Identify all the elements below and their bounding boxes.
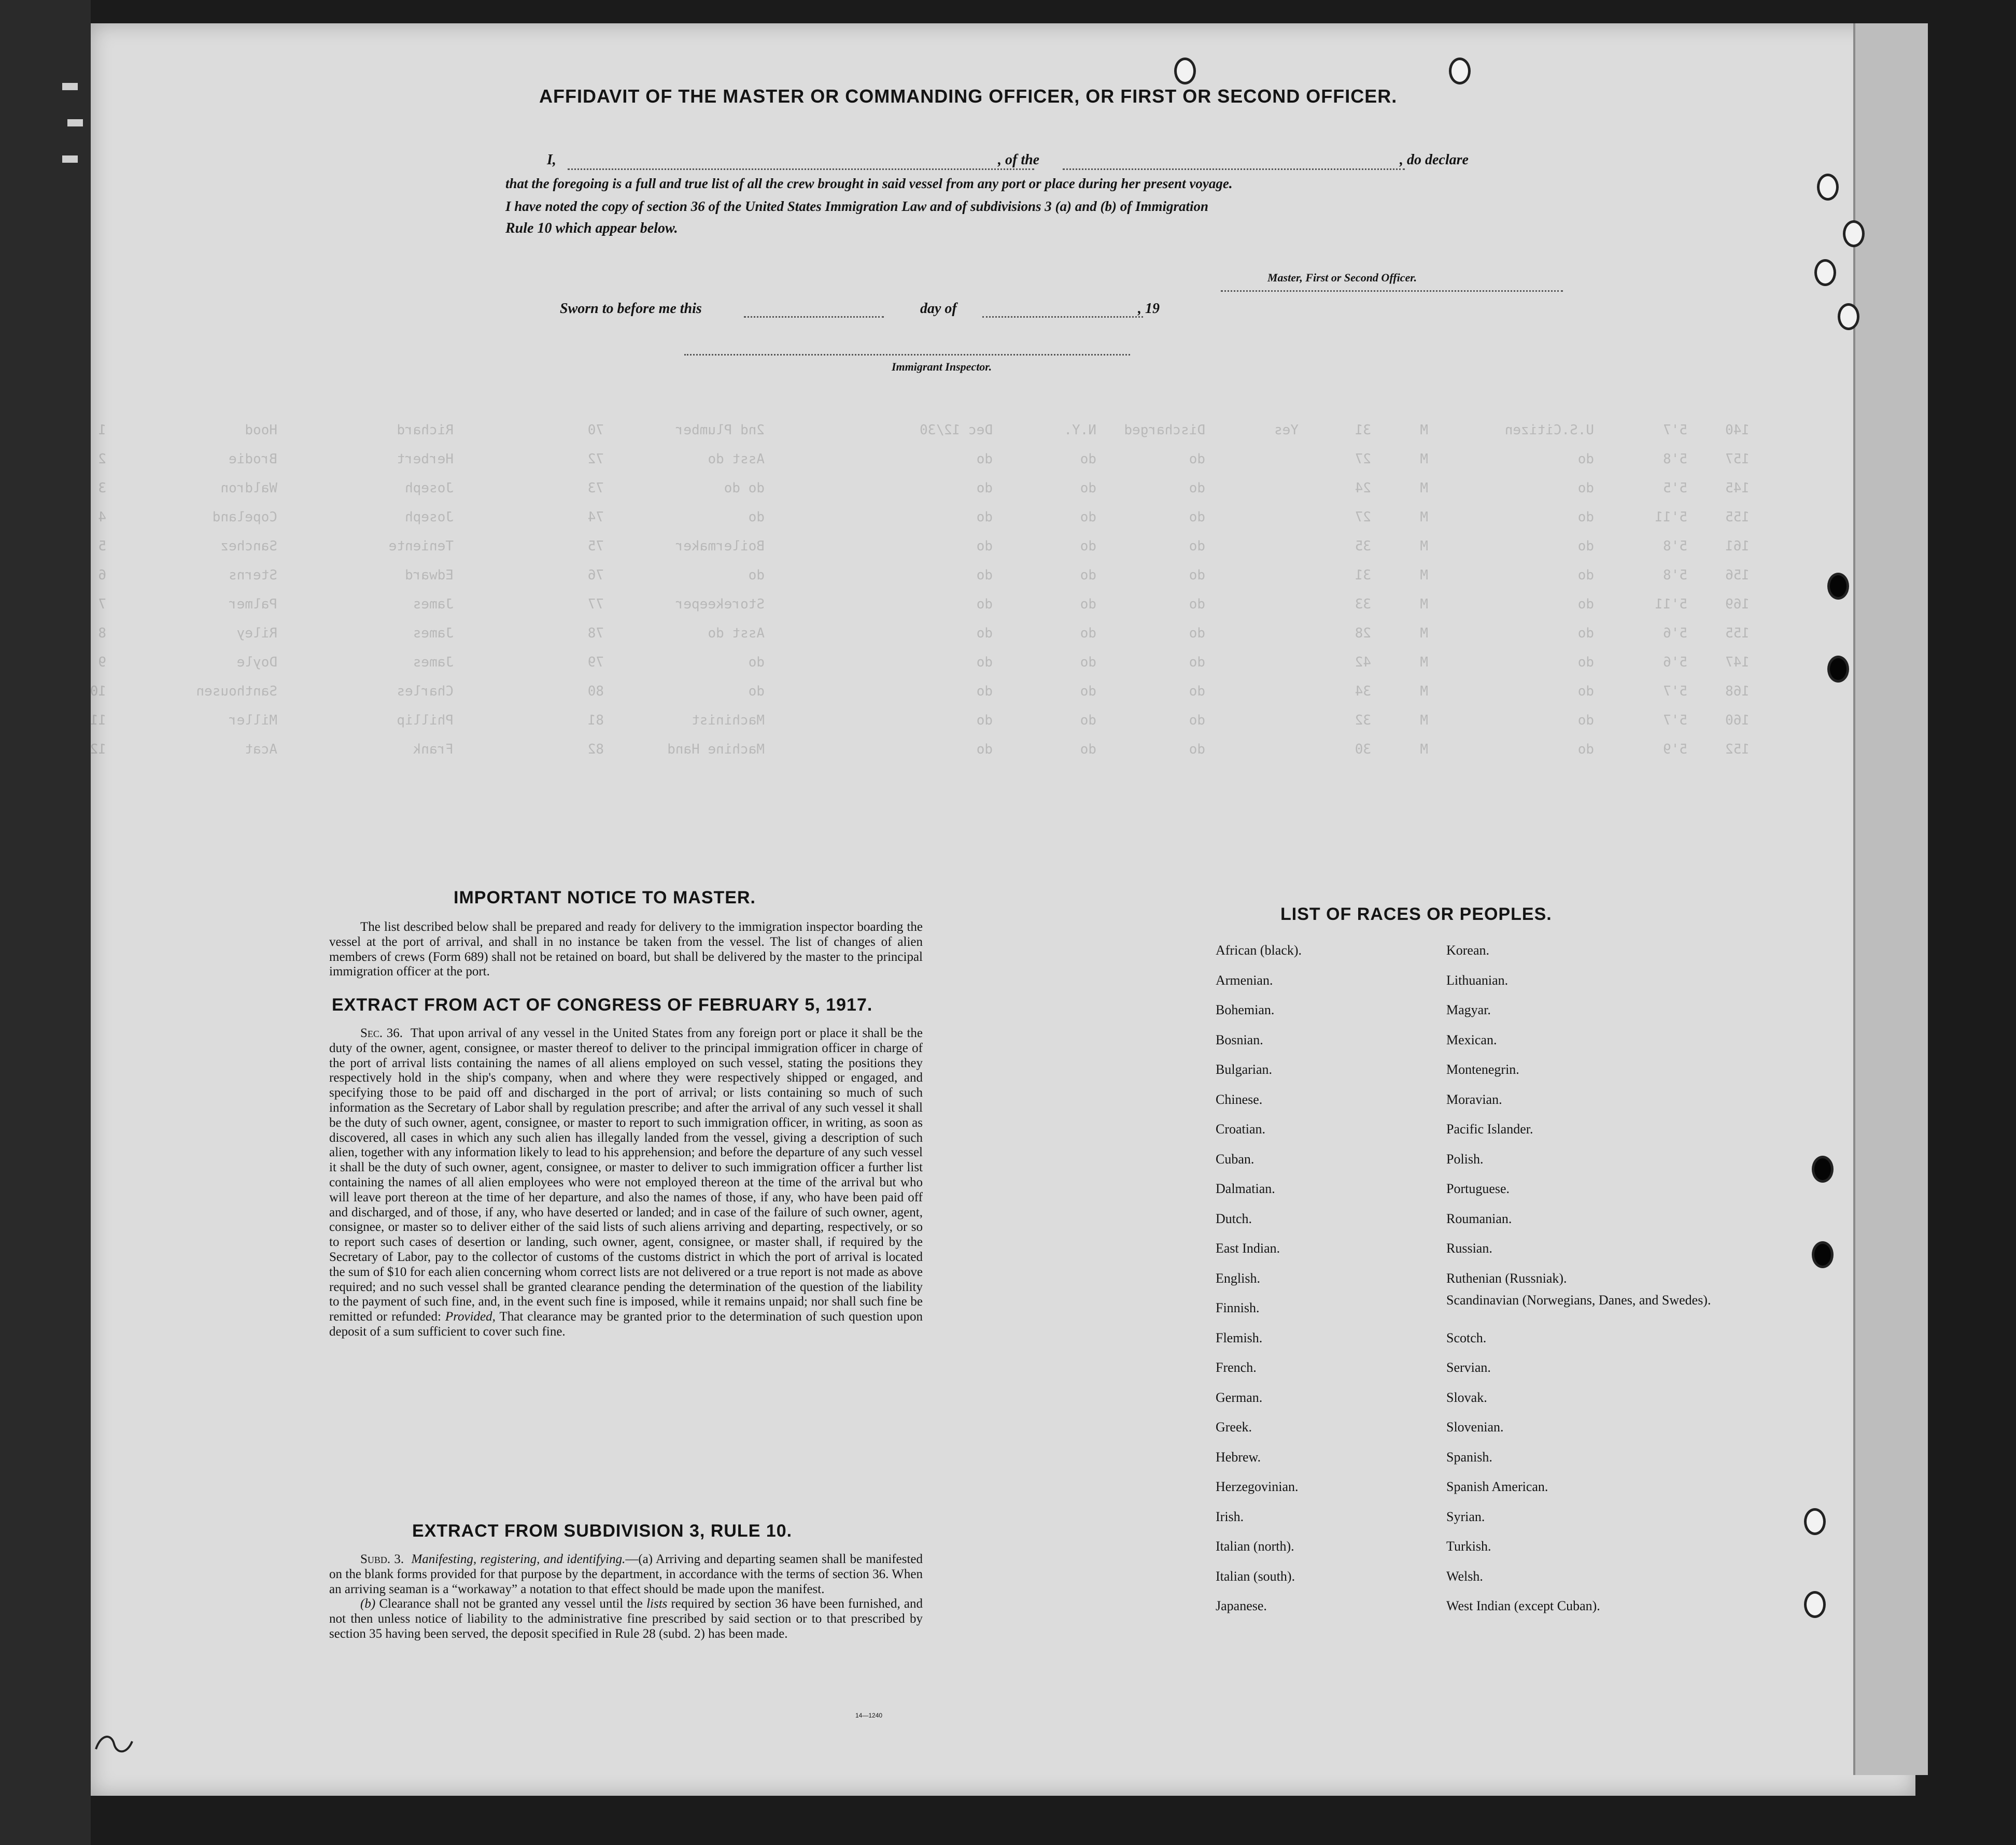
race-item: Servian. [1446,1360,1491,1375]
race-item: East Indian. [1216,1241,1280,1256]
race-item: Welsh. [1446,1568,1483,1584]
ghost-cell: 5'9 [1663,742,1687,757]
binder-hole [1827,573,1849,600]
ghost-cell: do [1577,451,1594,467]
ghost-cell: Acat [245,742,277,757]
ghost-cell: do [1577,480,1594,496]
ghost-cell: Asst do [708,626,765,641]
ghost-cell: do [1080,626,1096,641]
inspector-signature-line[interactable] [684,354,1130,356]
race-item: Dalmatian. [1216,1181,1275,1196]
ghost-cell: Machine Hand [667,742,765,757]
manifest-page [91,23,1915,1796]
ghost-cell: 70 [587,422,604,438]
ghost-cell: do [976,626,993,641]
ghost-cell: 160 [1725,713,1750,728]
ghost-cell: Asst do [708,451,765,467]
affidavit-i-label: I, [547,152,556,168]
vessel-blank[interactable] [1063,168,1405,170]
race-item: Slovenian. [1446,1420,1504,1435]
race-item: Italian (north). [1216,1539,1294,1554]
race-item: West Indian (except Cuban). [1446,1598,1600,1613]
ghost-cell: do [1080,538,1096,554]
ghost-cell: do [1189,655,1205,670]
ghost-cell: 12 [90,742,106,757]
ghost-cell: do [1080,742,1096,757]
ghost-row [91,567,1915,588]
ghost-cell: 168 [1725,684,1750,699]
race-item: Ruthenian (Russniak). [1446,1270,1567,1286]
ghost-cell: do [1080,713,1096,728]
ghost-row [91,480,1915,501]
ghost-cell: Riley [236,626,277,641]
ghost-cell: Boilermaker [675,538,765,554]
binder-hole [1174,58,1196,84]
ghost-cell: do [1189,684,1205,699]
ghost-cell: Brodie [229,451,277,467]
ghost-cell: do [1189,451,1205,467]
binder-hole [1812,1241,1834,1268]
ghost-cell: 5'6 [1663,626,1687,641]
ghost-cell: 30 [1355,742,1371,757]
ghost-cell: do [976,451,993,467]
ghost-cell: do [1080,684,1096,699]
extract-rule-title: EXTRACT FROM SUBDIVISION 3, RULE 10. [412,1521,793,1541]
year-label: , 19 [1138,301,1160,317]
edge-mark [62,155,78,163]
provided-word: Provided, [445,1310,496,1324]
edge-mark [62,83,78,90]
ghost-cell: do [1080,655,1096,670]
ghost-cell: M [1420,742,1428,757]
race-item: Magyar. [1446,1002,1491,1017]
binder-hole [1814,259,1836,286]
ghost-cell: 145 [1725,480,1750,496]
ghost-cell: do [976,713,993,728]
ghost-cell: 11 [90,713,106,728]
affidavit-title: AFFIDAVIT OF THE MASTER OR COMMANDING OFFICER, OR FIRST OR SECOND OFFICER. [539,86,1398,107]
race-item: Korean. [1446,943,1490,958]
ghost-cell: Storekeeper [675,597,765,612]
ghost-cell: do [1189,713,1205,728]
race-item: Slovak. [1446,1389,1487,1405]
affidavit-line-2: that the foregoing is a full and true list of all the crew brought in said vessel from any port or place during her present voyage. [505,176,1233,191]
ghost-cell: 34 [1355,684,1371,699]
race-item: Bosnian. [1216,1032,1263,1047]
ghost-cell: 156 [1725,567,1750,583]
affidavit-line-3: I have noted the copy of section 36 of the United States Immigration Law and of subdivisions 3 (a) and (b) of Immigration [505,198,1209,214]
ghost-cell: do [976,509,993,525]
ghost-cell: do [976,684,993,699]
ghost-cell: Sterns [229,567,277,583]
ghost-row [91,742,1915,762]
race-item: Syrian. [1446,1509,1485,1524]
extract-act-title: EXTRACT FROM ACT OF CONGRESS OF FEBRUARY 5, 1917. [332,995,873,1015]
ghost-cell: do [1577,655,1594,670]
ghost-cell: 5'11 [1655,509,1687,525]
next-page-edge [1853,23,1928,1775]
ghost-cell: 32 [1355,713,1371,728]
races-right-column [1446,935,1716,1621]
ghost-cell: M [1420,538,1428,554]
race-item: Spanish American. [1446,1479,1548,1494]
ghost-row [91,509,1915,530]
ghost-cell: 5'8 [1663,567,1687,583]
ghost-row [91,713,1915,733]
ghost-cell: do [1577,626,1594,641]
ghost-cell: 73 [587,480,604,496]
sec-36-body: That upon arrival of any vessel in the United States from any foreign port or place it shall be the duty of the owner, agent, consignee, or master thereof to deliver to the principal immigration officer in charge of the port of arrival lists containing the names of all aliens employed on such vessel, stating the positions they respectively hold in the ship's company, when and where they were respectively shipped or engaged, and specifying those to be paid off and discharged in the port of arrival; or lists containing so much of such information as the Secretary of Labor shall by regulation prescribe; and after the arrival of any such vessel it shall be the duty of such owner, agent, consignee, or master to report to such immigration officer, in writing, as soon as discovered, all cases in which any such alien has illegally landed from the vessel, giving a description of such alien, together with any information likely to lead to his apprehension; and before the departure of any such vessel it shall be the duty of such owner, agent, consignee, or master to deliver to such immigration officer a further list containing the names of all alien employees who were not employed thereon at the time of the arrival but who will leave port thereon at the time of her departure, and also the names of those, if any, who have been paid off and discharged, and of those, if any, who have deserted or landed; and in case of the failure of such owner, agent, consignee, or master so to deliver either of the said lists of such aliens arriving and departing, respectively, or so to report such cases of desertion or landing, such owner, agent, consignee, or master shall, if required by the Secretary of Labor, pay to the collector of customs of the customs district in which the port of arrival is located the sum of $10 for each alien concerning whom correct lists are not delivered or a true report is not made as above required; and no such vessel shall be granted clearance pending the determination of the question of the liability to the payment of such fine, and, in the event such fine is imposed, while it remains unpaid; nor shall such fine be remitted or refunded: [329,1026,923,1324]
ghost-cell: 5'8 [1663,451,1687,467]
race-item: Turkish. [1446,1539,1491,1554]
ghost-cell: Santhousen [196,684,277,699]
ghost-cell: M [1420,567,1428,583]
subd-italic: Manifesting, registering, and identifying. [411,1552,626,1566]
ghost-cell: 2nd Plumber [675,422,765,438]
para-b-post: required by section 36 have been furnished, and not then unless notice of liability to the administrative fine prescribed by said section or to that prescribed by section 35 having been served, the deposit specified in Rule 28 (subd. 2) has been made. [329,1597,923,1641]
ghost-cell: M [1420,422,1428,438]
affidavit-of-the: , of the [998,152,1040,168]
race-item: Flemish. [1216,1330,1263,1345]
ghost-cell: do [1080,597,1096,612]
binder-hole [1449,58,1471,84]
ghost-cell: do [1080,509,1096,525]
edge-mark [67,119,83,126]
ghost-cell: Palmer [229,597,277,612]
ghost-cell: do [1577,713,1594,728]
ghost-cell: Richard [397,422,454,438]
ghost-cell: do [748,509,765,525]
race-item: Dutch. [1216,1211,1252,1226]
ghost-cell: Yes [1274,422,1299,438]
ghost-cell: do [976,597,993,612]
race-item: Scandinavian (Norwegians, Danes, and Swedes). [1446,1293,1711,1308]
ghost-cell: 5'7 [1663,684,1687,699]
ghost-cell: Joseph [405,509,454,525]
ghost-cell: N.Y. [1064,422,1096,438]
day-blank[interactable] [744,316,884,318]
scanner-left-edge [0,0,91,1845]
binder-hole [1804,1508,1826,1535]
ghost-cell: do [1577,567,1594,583]
race-item: Russian. [1446,1241,1492,1256]
ghost-cell: 5 [98,538,106,554]
notice-text: The list described below shall be prepared and ready for delivery to the immigration inspector boarding the vessel at the port of arrival, and shall in no instance be taken from the vessel. The list of changes of alien members of crews (Form 689) shall not be retained on board, but shall be delivered by the master to the principal immigration officer at the port. [329,920,923,979]
rule-10-text [329,1552,923,1642]
handwritten-mark [91,1728,148,1759]
ghost-cell: 80 [587,684,604,699]
ghost-cell: do [748,655,765,670]
ghost-cell: 24 [1355,480,1371,496]
ghost-cell: do [1189,538,1205,554]
ghost-cell: M [1420,509,1428,525]
ghost-cell: Discharged [1124,422,1205,438]
ghost-cell: 5'7 [1663,422,1687,438]
race-item: Lithuanian. [1446,972,1509,988]
ghost-cell: 9 [98,655,106,670]
master-signature-line[interactable] [1221,290,1563,292]
notice-title: IMPORTANT NOTICE TO MASTER. [454,888,756,907]
ghost-cell: 169 [1725,597,1750,612]
race-item: Finnish. [1216,1300,1260,1315]
binder-hole [1804,1591,1826,1618]
ghost-cell: do [1080,480,1096,496]
ghost-cell: 157 [1725,451,1750,467]
race-item: Croatian. [1216,1122,1266,1137]
ghost-cell: Phillip [397,713,454,728]
binder-hole [1817,174,1839,201]
ghost-cell: do [976,742,993,757]
day-of-label: day of [920,301,957,317]
ghost-cell: M [1420,597,1428,612]
ghost-cell: M [1420,451,1428,467]
ghost-cell: Waldron [220,480,277,496]
ghost-cell: 7 [98,597,106,612]
race-item: Herzegovinian. [1216,1479,1299,1494]
sworn-label: Sworn to before me this [560,301,702,317]
ghost-cell: Copeland [212,509,277,525]
para-b-pre: Clearance shall not be granted any vessel until the [379,1597,643,1611]
race-item: Mexican. [1446,1032,1497,1047]
ghost-cell: M [1420,626,1428,641]
ghost-cell: 42 [1355,655,1371,670]
ghost-cell: 31 [1355,567,1371,583]
ghost-cell: do [1080,567,1096,583]
ghost-cell: U.S.Citizen [1504,422,1594,438]
ghost-cell: 4 [98,509,106,525]
binder-hole [1827,656,1849,683]
ghost-cell: James [413,655,454,670]
race-item: German. [1216,1389,1263,1405]
ghost-cell: 5'7 [1663,713,1687,728]
ghost-cell: Joseph [405,480,454,496]
race-item: Greek. [1216,1420,1252,1435]
ghost-cell: do [976,480,993,496]
ghost-cell: Charles [397,684,454,699]
race-item: Japanese. [1216,1598,1267,1613]
ghost-cell: 8 [98,626,106,641]
ghost-cell: M [1420,480,1428,496]
race-item: Pacific Islander. [1446,1122,1533,1137]
ghost-cell: Teniente [388,538,454,554]
ghost-cell: do [748,684,765,699]
para-a: —(a) Arriving and departing seamen shall be manifested on the blank forms provided for that purpose by the department, in accordance with the terms of section 36. When an arriving seaman is a “workaway” a notation to that effect should be made upon the manifest. [329,1552,923,1596]
ghost-cell: Sanchez [220,538,277,554]
ghost-cell: 6 [98,567,106,583]
ghost-cell: do [1189,742,1205,757]
ghost-cell: do [1189,626,1205,641]
ghost-cell: 147 [1725,655,1750,670]
ghost-cell: 31 [1355,422,1371,438]
binder-hole [1838,303,1859,330]
name-blank[interactable] [568,168,1034,170]
race-item: Cuban. [1216,1151,1254,1167]
ghost-cell: 79 [587,655,604,670]
sec-label: Sec. 36. [360,1026,403,1040]
ghost-cell: do [1577,597,1594,612]
ghost-cell: 10 [90,684,106,699]
ghost-cell: James [413,626,454,641]
sec-36-end: That clearance may be granted prior to the determination of such question upon deposit of a sum sufficient to cover such fine. [329,1310,923,1339]
ghost-cell: Miller [229,713,277,728]
ghost-cell: 2 [98,451,106,467]
para-b-label: (b) [360,1597,376,1611]
race-item: African (black). [1216,943,1302,958]
ghost-cell: 82 [587,742,604,757]
ghost-cell: 81 [587,713,604,728]
ghost-cell: 155 [1725,509,1750,525]
ghost-cell: 140 [1725,422,1750,438]
race-item: French. [1216,1360,1257,1375]
affidavit-line-4: Rule 10 which appear below. [505,220,678,236]
ghost-cell: do [1577,742,1594,757]
ghost-cell: do [1189,597,1205,612]
ghost-cell: 74 [587,509,604,525]
master-label: Master, First or Second Officer. [1267,271,1417,284]
race-item: Chinese. [1216,1091,1263,1107]
ghost-cell: 152 [1725,742,1750,757]
ghost-cell: Doyle [236,655,277,670]
ghost-cell: do [1080,451,1096,467]
ghost-cell: 28 [1355,626,1371,641]
races-title: LIST OF RACES OR PEOPLES. [1280,904,1552,924]
ghost-cell: do do [724,480,765,496]
ghost-cell: 5'11 [1655,597,1687,612]
inspector-label: Immigrant Inspector. [892,360,992,373]
ghost-cell: do [1189,480,1205,496]
ghost-cell: do [1577,684,1594,699]
ghost-row [91,684,1915,704]
race-item: Moravian. [1446,1091,1502,1107]
ghost-cell: do [976,538,993,554]
ghost-cell: 35 [1355,538,1371,554]
ghost-cell: 27 [1355,451,1371,467]
ghost-cell: do [1189,509,1205,525]
ghost-cell: 5'5 [1663,480,1687,496]
ghost-cell: 161 [1725,538,1750,554]
ghost-cell: do [976,655,993,670]
binder-hole [1843,220,1865,247]
ghost-cell: M [1420,684,1428,699]
ghost-cell: 3 [98,480,106,496]
race-item: Scotch. [1446,1330,1487,1345]
section-36-text [329,1026,923,1340]
ghost-cell: 72 [587,451,604,467]
affidavit-do-declare: , do declare [1400,152,1469,168]
ghost-cell: Dec 12/30 [920,422,993,438]
month-blank[interactable] [982,316,1143,318]
ghost-cell: do [1577,509,1594,525]
ghost-cell: 155 [1725,626,1750,641]
races-left-column [1216,935,1433,1621]
race-item: Armenian. [1216,972,1273,988]
race-item: Hebrew. [1216,1449,1261,1465]
ghost-row [91,422,1915,443]
ghost-cell: M [1420,655,1428,670]
ghost-row [91,655,1915,675]
ghost-cell: Herbert [397,451,454,467]
ghost-cell: 33 [1355,597,1371,612]
race-item: Irish. [1216,1509,1244,1524]
ghost-row [91,626,1915,646]
ghost-cell: 77 [587,597,604,612]
ghost-cell: do [1577,538,1594,554]
ghost-cell: 75 [587,538,604,554]
para-b-lists: lists [646,1597,668,1611]
race-item: English. [1216,1270,1260,1286]
race-item: Spanish. [1446,1449,1492,1465]
ghost-cell: 1 [98,422,106,438]
ghost-row [91,538,1915,559]
ghost-cell: M [1420,713,1428,728]
race-item: Portuguese. [1446,1181,1510,1196]
race-item: Polish. [1446,1151,1484,1167]
binder-hole [1812,1156,1834,1183]
ghost-cell: Hood [245,422,277,438]
ghost-cell: James [413,597,454,612]
form-number: 14—1240 [855,1712,883,1719]
ghost-cell: 78 [587,626,604,641]
ghost-cell: 76 [587,567,604,583]
ghost-cell: do [748,567,765,583]
subd-label: Subd. 3. [360,1552,404,1566]
race-item: Italian (south). [1216,1568,1295,1584]
ghost-row [91,597,1915,617]
race-item: Bohemian. [1216,1002,1275,1017]
ghost-row [91,451,1915,472]
ghost-cell: 27 [1355,509,1371,525]
race-item: Roumanian. [1446,1211,1512,1226]
ghost-cell: 5'6 [1663,655,1687,670]
ghost-cell: Edward [405,567,454,583]
ghost-cell: Machinist [692,713,765,728]
race-item: Bulgarian. [1216,1062,1273,1077]
ghost-cell: Frank [413,742,454,757]
ghost-cell: do [1189,567,1205,583]
ghost-cell: 5'8 [1663,538,1687,554]
race-item: Montenegrin. [1446,1062,1519,1077]
ghost-cell: do [976,567,993,583]
